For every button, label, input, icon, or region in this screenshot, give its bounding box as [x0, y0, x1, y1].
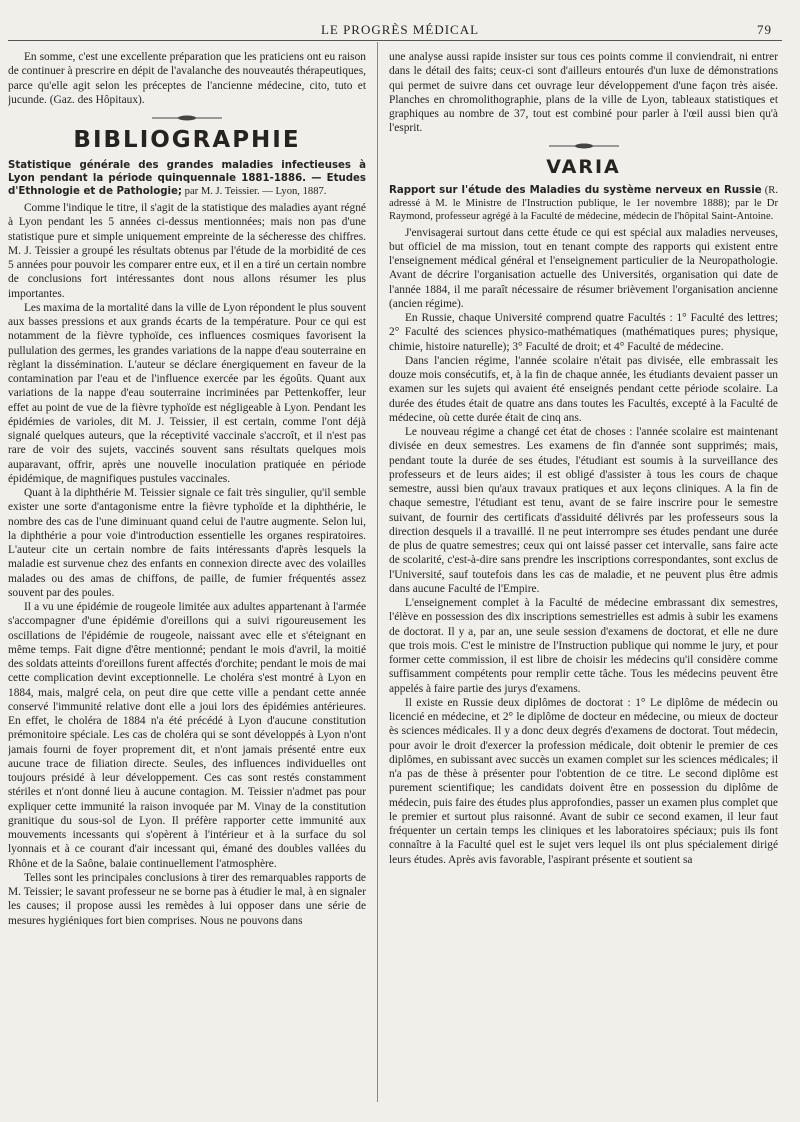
- intro-text: En somme, c'est une excellente préparation que les praticiens ont eu raison de continuer à prescrire en dépit de l'avalanche des nouveautés thérapeutiques, parce qu'elle agit selon les préceptes de l'ancienne médecine, cito, tuto et jucunde.: [8, 51, 366, 106]
- report-paragraph: J'envisagerai surtout dans cette étude ce qui est spécial aux maladies nerveuses, but officiel de ma mission, tout en tenant compte des rapports qui existent entre l'enseignement médical général et l'enseignement particulier de la Neuropathologie. Avant de décrire l'organisation actuelle des Universités, organisation qui date de l'année 1884, il me paraît nécessaire de résumer brièvement l'organisation ancienne (ancien régime).: [389, 226, 778, 310]
- right-column: [389, 50, 778, 1110]
- review-author: par M. J. Teissier. — Lyon, 1887.: [184, 186, 327, 197]
- report-paragraph: Dans l'ancien régime, l'année scolaire n'était pas divisée, elle embrassait les douze mois consécutifs, et, à la fin de chaque année, les étudiants devaient passer un examen sur les sujets qui avaient été enseignés pendant cette période scolaire. La durée des études était de quatre ans dans toutes les Facultés, excepté à la Faculté de médecine, où cette durée était de cinq ans.: [389, 354, 778, 424]
- journal-title: LE PROGRÈS MÉDICAL: [320, 22, 480, 37]
- review-paragraph: Les maxima de la mortalité dans la ville de Lyon répondent le plus souvent aux basses pressions et aux grands écarts de la température. Pour ce qui est notamment de la fièvre typhoïde, ces influences cosmiques favorisent la pullulation des germes, les grandes variations de la nappe d'eau souterraine en règlant la dissémination. L'auteur se déclare énergiquement en faveur de la contamination par l'eau et de l'influence exercée par les égoûts. Quant aux variations de la nappe d'eau souterraine incriminées par Pettenkoffer, leur effet au point de vue de la fièvre typhoïde est négligeable à Lyon. Pendant les épidémies de varioles, dit M. J. Teissier, il est certain, comme l'ont déjà signalé quelques auteurs, que la réceptivité vaccinale s'accroît, et il n'est pas rare de voir des sujets, vaccinés souvent sans résultats quelques mois auparavant, offrir, après une nouvelle inoculation pratiquée en période épidémique, de magnifiques pustules vaccinales.: [8, 301, 366, 485]
- review-paragraph: Telles sont les principales conclusions à tirer des remarquables rapports de M. Teissier; le savant professeur ne se borne pas à étudier le mal, à en signaler les causes; il propose aussi les remèdes à lui opposer dans une série de mesures hygiéniques fort bien comprises. Nous ne pouvons dans: [8, 871, 366, 927]
- header-rule: [8, 40, 782, 41]
- review-paragraph: Il a vu une épidémie de rougeole limitée aux adultes appartenant à l'armée s'accompagner d'une épidémie d'oreillons qui a suivi rigoureusement les oscillations de l'épidémie de rougeole, naissant avec elle et s'éteignant en même temps. Fait digne d'être mentionné; pendant le mois d'avril, la moitié des soldats atteints d'oreillons furent affectés d'orchite; pendant le mois de mai cette complication devint exceptionnelle. Le choléra s'est montré à Lyon en 1884, mais, malgré cela, on peut dire que cette ville a pendant cette année conservé l'immunité relative dont elle a joui lors des épidémies antérieures. En effet, le choléra de 1884 n'a été précédé à Lyon d'aucune constitution prémonitoire spéciale. Les cas de choléra qui se sont développés à Lyon n'ont jamais fourni de foyer proprement dit, et n'ont jamais présenté entre eux aucune trace de filiation directe. Seules, des influences individuelles ont toujours présidé à leur développement. Ces cas sont restés constamment stériles et n'ont donné lieu à aucune contagion. M. Teissier n'admet pas pour expliquer cette immunité la raison invoquée par M. Vinay de la constitution granitique du sous-sol de Lyon. Il préfère rapporter cette immunité aux mouvements incessants qui s'opèrent à l'intérieur et à la surface du sol lyonnais et à ce courant d'air incessant qui, émané des doubles vallées du Rhône et de la Saône, balaie continuellement l'atmosphère.: [8, 601, 366, 870]
- review-reference: [8, 159, 366, 198]
- report-reference: [389, 184, 778, 223]
- column-separator: [377, 42, 378, 1102]
- review-paragraph: Comme l'indique le titre, il s'agit de la statistique des maladies ayant régné à Lyon pendant les 5 années ci-dessus mentionnées; mais non pas d'une statistique pure et simple uniquement empreinte de la sécheresse des chiffres. M. J. Teissier a groupé les résultats obtenus par l'étude de la morbidité de ces 5 années pour pouvoir les comparer entre eux, et il en a tiré un certain nombre de conclusions fort intéressantes dont nous allons résumer les plus importantes.: [8, 202, 366, 300]
- report-paragraph: Il existe en Russie deux diplômes de doctorat : 1° Le diplôme de médecin ou licencié en médecine, et 2° le diplôme de docteur en médecine, ou mieux de docteur ès sciences médicales. Il y a donc deux degrés d'examens de doctorat. Tout médecin, pour avoir le droit d'exercer la profession médicale, doit obtenir le premier de ces diplômes, en subissant avec succès un examen complet sur les sciences médicales; il n'a pas de thèse à présenter pour l'obtention de ce titre. Le second diplôme est purement scientifique; les candidats doivent être en possession du diplôme de médecin, puis faire des études plus approfondies, passer un examen plus complet que le premier et surtout plus raisonné. Avant de subir ce second examen, il leur faut fréquenter un certain temps les cliniques et les laboratoires spéciaux; puis ils font connaître à la Faculté quel est le sujet vers lequel ils ont plus spécialement dirigé leurs études. Après avis favorable, l'aspirant présente et soutient sa: [389, 696, 778, 866]
- report-detail: (R. adressé à M. le Ministre de l'Instruction publique, le 1er novembre 1888); par le Dr Raymond, professeur agrégé à la Faculté de médecine, médecin de l'hôpital Saint-Antoine.: [389, 184, 778, 222]
- left-column: [8, 50, 366, 1110]
- report-paragraph: L'enseignement complet à la Faculté de médecine embrassant dix semestres, l'élève en possession des dix inscriptions semestrielles est admis à subir les examens de doctorat. Il y a, par an, une seule session d'examens de doctorat, et elle ne dure que trois mois. C'est le ministre de l'Instruction publique qui nomme le jury, et pour former cette commission, il est libre de choisir les médecins qu'il considère comme suffisamment compétents pour remplir cette tâche. Tous les médecins peuvent être appelés à faire partie des jurys d'examens.: [389, 597, 778, 695]
- ornament-divider: [389, 140, 778, 154]
- intro-source: (Gaz. des Hôpitaux).: [49, 93, 145, 106]
- running-head: [0, 22, 800, 40]
- continuation-paragraph: une analyse aussi rapide insister sur tous ces points comme il conviendrait, ni entrer dans le détail des faits; ceux-ci sont d'ailleurs entourés d'un luxe de démonstrations qui permet de suivre dans cet ouvrage leur développement d'une façon très aisée. Planches en chromolithographie, plans de la ville de Lyon, tableaux statistiques et graphiques au nombre de 37, tout est combiné pour parler à l'œil aussi bien qu'à l'esprit.: [389, 51, 778, 135]
- report-paragraph: En Russie, chaque Université comprend quatre Facultés : 1° Faculté des lettres; 2° Faculté des sciences physico-mathématiques (mathématiques pures; physique, chimie, histoire naturelle); 3° Faculté de droit; et 4° Faculté de médecine.: [389, 312, 778, 353]
- review-title: Statistique générale des grandes maladies infectieuses à Lyon pendant la période quinquennale 1881-1886. — Etudes d'Ethnologie et de Pathologie;: [8, 160, 366, 197]
- ornament-divider-icon: [549, 142, 619, 150]
- ornament-divider-icon: [152, 114, 222, 122]
- report-paragraph: Le nouveau régime a changé cet état de choses : l'année scolaire est maintenant divisée en deux semestres. Les examens de fin d'année sont supprimés; mais, pendant toute la durée de ses études, l'étudiant est soumis à la surveillance des professeurs et de leurs aides; il est obligé d'assister à tous les cours de chaque semestre, aussi bien qu'aux travaux pratiques et aux leçons cliniques. A la fin de chaque semestre, l'étudiant est tenu, avant de se faire inscrire pour le semestre suivant, de fournir des certificats d'assiduité délivrés par les professeurs sous la direction desquels il a travaillé. Il ne peut interrompre ses études pendant une durée de plus de quatre semestres; ceux qui ont laissé passer cet intervalle, sans faire acte de scolarité, c'est-à-dire sans prendre les inscriptions correspondantes, sont exclus de l'Université, sauf toutefois dans les cas de maladie, et ne peuvent plus être admis dans aucune Faculté de l'Empire.: [389, 426, 778, 595]
- review-paragraph: Quant à la diphthérie M. Teissier signale ce fait très singulier, qu'il semble exister une sorte d'antagonisme entre la fièvre typhoïde et la diphthérie, le nombre des cas de l'une diminuant quand celui de l'autre augmente. Selon lui, la diphthérie a pour voie d'introduction essentielle les organes respiratoires. L'auteur cite un certain nombre de faits intéressants d'après lesquels la maladie est survenue chez des enfants en connexion directe avec des volailles malades ou des amas de chiffons, de paille, de fumier fréquentés assez souvent par des poules.: [8, 487, 366, 599]
- bibliographie-heading: BIBLIOGRAPHIE: [73, 127, 301, 153]
- intro-paragraph: [8, 50, 366, 107]
- page-number: 79: [757, 22, 772, 37]
- ornament-divider: [8, 111, 366, 125]
- report-title: Rapport sur l'étude des Maladies du système nerveux en Russie: [389, 184, 762, 196]
- varia-heading: VARIA: [546, 155, 621, 178]
